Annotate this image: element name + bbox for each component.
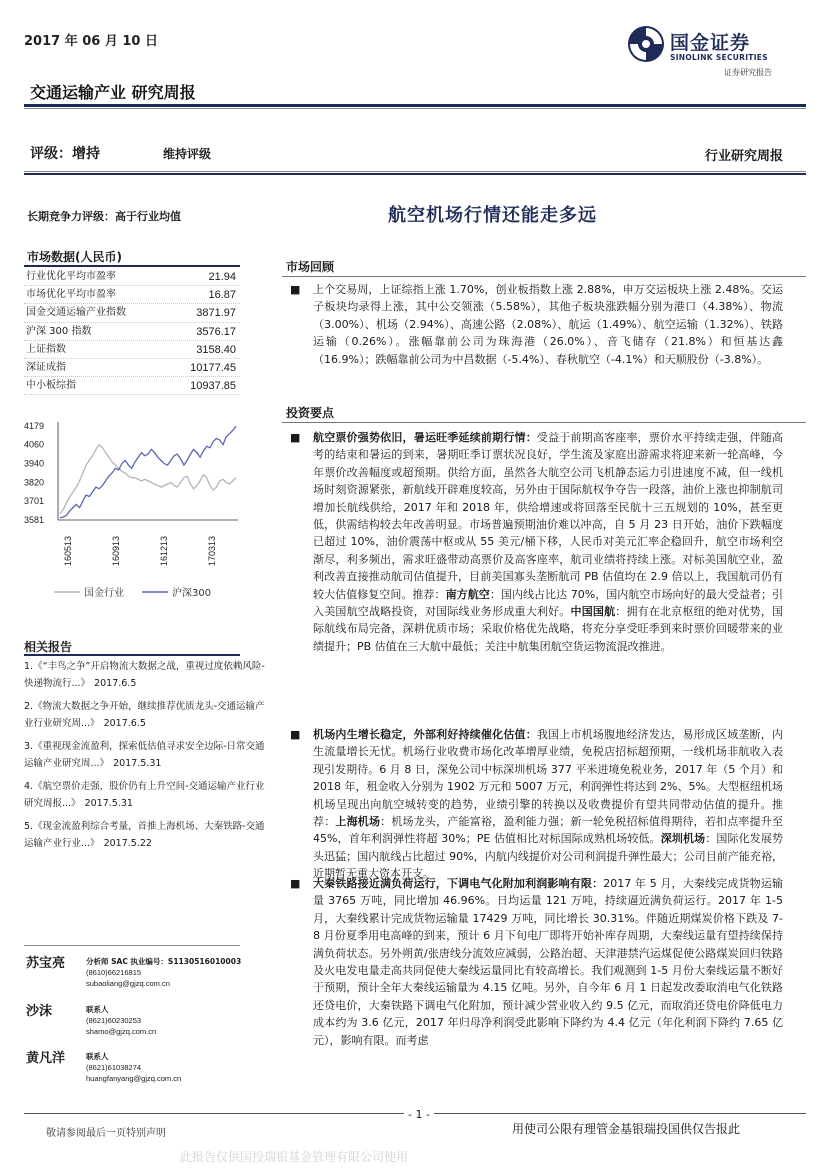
analyst-phone: (8621)61038274 <box>86 1063 142 1072</box>
market-data-rule <box>24 265 240 267</box>
y-tick-label: 3581 <box>24 515 45 525</box>
metric-name: 深证成指 <box>26 361 66 373</box>
related-reports-list <box>24 658 268 858</box>
metric-name: 沪深 300 指数 <box>26 325 92 337</box>
company-logo <box>626 24 806 84</box>
report-type: 行业研究周报 <box>704 149 783 164</box>
metric-value: 21.94 <box>208 271 236 283</box>
bullet-icon: ■ <box>290 431 301 444</box>
series-line <box>60 445 236 514</box>
market-data-row <box>24 304 240 322</box>
logo-mark-icon <box>626 24 666 64</box>
market-chart <box>20 410 245 610</box>
metric-value: 16.87 <box>208 289 236 302</box>
header-divider <box>24 104 806 107</box>
analyst-info <box>86 1004 156 1037</box>
analyst-name: 沙沫 <box>26 1004 53 1019</box>
related-report-title[interactable]: 2.《物流大数据之争开始，继续推荐优质龙头-交通运输产业行业研究周...》 <box>24 701 265 729</box>
metric-name: 市场优化平均市盈率 <box>26 289 116 301</box>
bullet-icon: ■ <box>290 728 301 741</box>
market-data-row <box>24 377 240 395</box>
usage-note: 用使司公限有理管金基银瑞投国供仅告报此 <box>512 1122 741 1136</box>
paragraph-text: 2017 年 5 月，大秦线完成货物运输量 3765 万吨，同比增加 46.96%。日均运量 121 万吨，持续逼近满负荷运行。2017 年 1-5 月，大秦线累计完成货物运输量 17429 万吨，同比增长 30.31%。伴随近期煤炭价格下跌及 7-8 月份夏季用电高峰的到来，预计 6 月下旬电厂即将开始补库存周期，大秦线运量有望持续保持满负荷状态。另外朔黄/张唐线分流效应减弱，公路治超、天津港禁汽运煤促使公路煤炭回归铁路及火电发电量走高共同促使大秦线运量同比有较高增长。我们观测到 1-5 月份大秦线运量不断好于预期，预计全年大秦线运输量为 4.15 亿吨。另外，自今年 6 月 1 日起发改委取消电气化铁路还贷电价，大秦铁路下调电气化附加，预计减少营业收入约 9.5 亿元，而取消还贷电价降低电力成本约为 3.6 亿元，2017 年归母净利润受此影响下降约为 4.4 亿元（年化利润下降约 7.65 亿元），影响有限。而考虑 <box>313 877 783 1047</box>
market-data-row <box>24 323 240 341</box>
disclaimer-note: 敬请参阅最后一页特别声明 <box>46 1128 166 1139</box>
analyst-card <box>24 1000 274 1046</box>
metric-value: 3576.17 <box>196 325 236 338</box>
analyst-email[interactable]: shamo@gjzq.com.cn <box>86 1027 157 1036</box>
stock-name: 上海机场 <box>335 815 381 829</box>
related-report-date: 2017.6.5 <box>94 678 137 689</box>
related-report-title[interactable]: 4.《航空票价走强，股价仍有上升空间-交通运输产业行业研究周报...》 <box>24 781 265 809</box>
related-report-item[interactable] <box>24 698 268 732</box>
metric-name: 行业优化平均市盈率 <box>26 271 116 282</box>
analyst-card <box>24 952 274 1000</box>
analyst-role: 联系人 <box>86 1052 109 1061</box>
metric-value: 10177.45 <box>190 361 236 374</box>
series-line <box>60 426 236 518</box>
metric-name: 上证指数 <box>26 343 66 355</box>
metric-value: 3158.40 <box>196 343 236 356</box>
y-tick-label: 3940 <box>24 458 45 469</box>
analyst-name: 苏宝亮 <box>26 956 66 971</box>
analyst-card <box>24 1047 274 1093</box>
long-term-rating: 长期竞争力评级：高于行业均值 <box>27 210 181 223</box>
market-data-row <box>24 341 240 359</box>
related-report-title[interactable]: 3.《重视现金流盈利，探索低估值寻求安全边际-日常交通运输产业研究周...》 <box>24 741 265 769</box>
x-tick-label: 170313 <box>207 535 217 566</box>
rating-divider <box>24 171 806 172</box>
analyst-divider <box>24 945 240 946</box>
x-tick-label: 160513 <box>63 535 73 566</box>
analyst-name: 黄凡洋 <box>26 1051 66 1066</box>
analyst-phone: (8610)66216815 <box>86 968 142 977</box>
paragraph-text: ：机场龙头，产能富裕，盈利能力强；新一轮免税招标值得期待，若扣点率提升至 45%，首年利润弹性将超 30%；PE 估值相比对标国际成熟机场较低。 <box>313 815 783 846</box>
related-report-date: 2017.5.22 <box>103 838 152 849</box>
market-data-row <box>24 268 240 286</box>
market-data-row <box>24 359 240 377</box>
header-divider-thin <box>24 108 806 109</box>
rating-label: 评级：增持 <box>30 146 100 162</box>
page-number: - 1 - <box>404 1108 434 1121</box>
stock-name: 南方航空 <box>445 587 490 601</box>
paragraph-text: ：国内线占比达 70%，国内航空市场向好的最大受益者；引入美国航空战略投资，对国际线业务形成重大利好。 <box>313 587 784 619</box>
paragraph-lead: 大秦铁路接近满负荷运行，下调电气化附加利润影响有限： <box>313 877 604 890</box>
report-date: 2017 年 06 月 10 日 <box>24 34 158 49</box>
metric-value: 10937.85 <box>190 380 236 393</box>
paragraph-text: 受益于前期高客座率，票价水平持续走强，伴随高考的结束和暑运的到来，暑期旺季订票状况良好，学生流及家庭出游需求将迎来新一轮高峰，今年票价改善幅度或超预期。供给方面，虽然各大航空公司飞机静态运力引进速度不减，但一线机场时刻资源紧张，新航线开辟难度较高，另外由于国际航权争夺告一段落，油价上涨也抑制航司增加长航线供给，2017 年和 2018 年，供给增速或将回落至民航十三五规划的 10%，甚至更低，供需结构较去年改善明显。市场普遍预期油价难以冲高，自 5 月 23 日开始，油价下跌幅度已超过 10%，油价震荡中枢或从 55 美元/桶下移，人民币对美元汇率企稳回升，航空市场利空渐尽，利多频出，需求旺盛带动高票价及高客座率，航司业绩将持续上涨。对标美国航空业，盈利改善直接推动航司估值提升，目前美国寡头垄断航司 PB 估值均在 2.9 倍以上，我国航司仍有较大估值修复空间。推荐： <box>313 431 784 601</box>
related-reports-title: 相关报告 <box>24 640 73 654</box>
related-reports-rule <box>24 654 240 656</box>
section-rule <box>282 422 806 423</box>
related-report-item[interactable] <box>24 658 268 692</box>
paragraph-lead: 机场内生增长稳定，外部利好持续催化估值： <box>313 728 537 741</box>
paragraph-text: 我国上市机场腹地经济发达，易形成区域垄断，内生流量增长无忧。机场行业收费市场化改革增厚业绩，免税店招标超预期，一线机场非航收入表现引发期待。6 月 8 日，深免公司中标深圳机场 377 平米进境免税业务，2017 年（5 个月）和 2018 年，租金收入分别为 1902 万元和 5007 万元，利润弹性将达到 2%、5%。大型枢纽机场机场呈现出向航空城转变的趋势，业绩引擎的转换以及收费提价有望共同带动估值的提升。推荐： <box>313 728 784 829</box>
market-review-paragraph: 上个交易周，上证综指上涨 1.70%，创业板指数上涨 2.88%，申万交运板块上涨 2.48%。交运子板块均录得上涨，其中公交领涨（5.58%），其他子板块涨跌幅分别为港口（4.38%）、物流（3.00%）、机场（2.94%）、高速公路（2.08%）、航运（1.49%）、航空运输（1.32%）、铁路运输（0.26%）。涨幅靠前公司为珠海港（26.0%）、音飞储存（21.8%）和恒基达鑫（16.9%）；跌幅靠前公司为中昌数据（-5.4%）、春秋航空（-4.1%）和天顺股份（-3.8%）。 <box>313 283 783 366</box>
metric-name: 中小板综指 <box>26 380 76 392</box>
related-report-date: 2017.5.31 <box>113 758 162 769</box>
related-report-item[interactable] <box>24 738 268 772</box>
analyst-role: 联系人 <box>86 1005 109 1014</box>
airport-paragraph <box>313 726 783 883</box>
logo-subtitle: 证券研究报告 <box>724 68 772 77</box>
legend-label: 沪深300 <box>172 588 212 599</box>
related-report-date: 2017.6.5 <box>103 718 146 729</box>
section-rule <box>282 276 806 277</box>
analyst-phone: (8621)60230253 <box>86 1016 142 1025</box>
logo-text-cn: 国金证券 <box>670 32 751 54</box>
rating <box>30 143 212 163</box>
bullet-icon: ■ <box>290 283 301 296</box>
related-report-date: 2017.5.31 <box>84 798 133 809</box>
analyst-role: 分析师 SAC 执业编号：S1130516010003 <box>86 957 242 966</box>
section-title-market-review: 市场回顾 <box>286 260 335 274</box>
bullet-icon: ■ <box>290 877 301 890</box>
related-report-title[interactable]: 5.《现金流盈利综合考量，首推上海机场、大秦铁路-交通运输产业行业...》 <box>24 821 265 849</box>
metric-value: 3871.97 <box>196 307 236 320</box>
paragraph-text: ：拥有在北京枢纽的绝对优势，国际航线布局完备，深耕优质市场；采取价格优先战略，将充分享受旺季到来时票价回暖带来的业绩提升；PB 估值在三大航中最低；关注中航集团航空货运物流混改推进。 <box>313 605 784 653</box>
report-title: 航空机场行情还能走多远 <box>388 205 597 226</box>
related-report-item[interactable] <box>24 778 268 812</box>
metric-name: 国金交通运输产业指数 <box>26 307 126 319</box>
x-tick-label: 160913 <box>111 535 121 566</box>
logo-text-en: SINOLINK SECURITIES <box>670 53 768 62</box>
y-tick-label: 4060 <box>24 439 45 450</box>
paragraph-lead: 航空票价强势依旧，暑运旺季延续前期行情： <box>313 431 537 444</box>
legend-label: 国金行业 <box>84 588 124 599</box>
industry-title: 交通运输产业 研究周报 <box>30 83 196 102</box>
market-data-table <box>24 268 240 395</box>
airline-paragraph <box>313 429 783 655</box>
market-data-title: 市场数据(人民币) <box>27 250 122 264</box>
stock-name: 深圳机场 <box>660 832 706 846</box>
paragraph-text: ：国际化发展势头迅猛；国内航线占比超过 90%，内航内线提价对公司利润提升弹性最大；公司目前产能充裕，近期暂无重大资本开支。 <box>313 832 784 881</box>
y-tick-label: 3701 <box>24 496 45 507</box>
related-report-title[interactable]: 1.《“丰鸟之争”开启物流大数据之战，重视过度依赖风险-快递物流行...》 <box>24 661 265 689</box>
section-title-key-points: 投资要点 <box>286 406 335 420</box>
y-tick-label: 3820 <box>24 477 45 488</box>
railway-paragraph <box>313 875 783 1049</box>
analyst-email[interactable]: subaoliang@gjzq.com.cn <box>86 979 170 988</box>
watermark: 此报告仅供国投瑞银基金管理有限公司使用 <box>180 1150 409 1164</box>
related-report-item[interactable] <box>24 818 268 852</box>
x-tick-label: 161213 <box>159 535 169 566</box>
rating-divider-thick <box>24 173 806 175</box>
analyst-info <box>86 1051 181 1084</box>
analyst-email[interactable]: huangfanyang@gjzq.com.cn <box>86 1074 182 1083</box>
stock-name: 中国国航 <box>570 605 616 619</box>
analyst-info <box>86 956 241 989</box>
y-tick-label: 4179 <box>24 421 45 431</box>
market-data-row <box>24 286 240 304</box>
rating-action: 维持评级 <box>163 147 212 161</box>
